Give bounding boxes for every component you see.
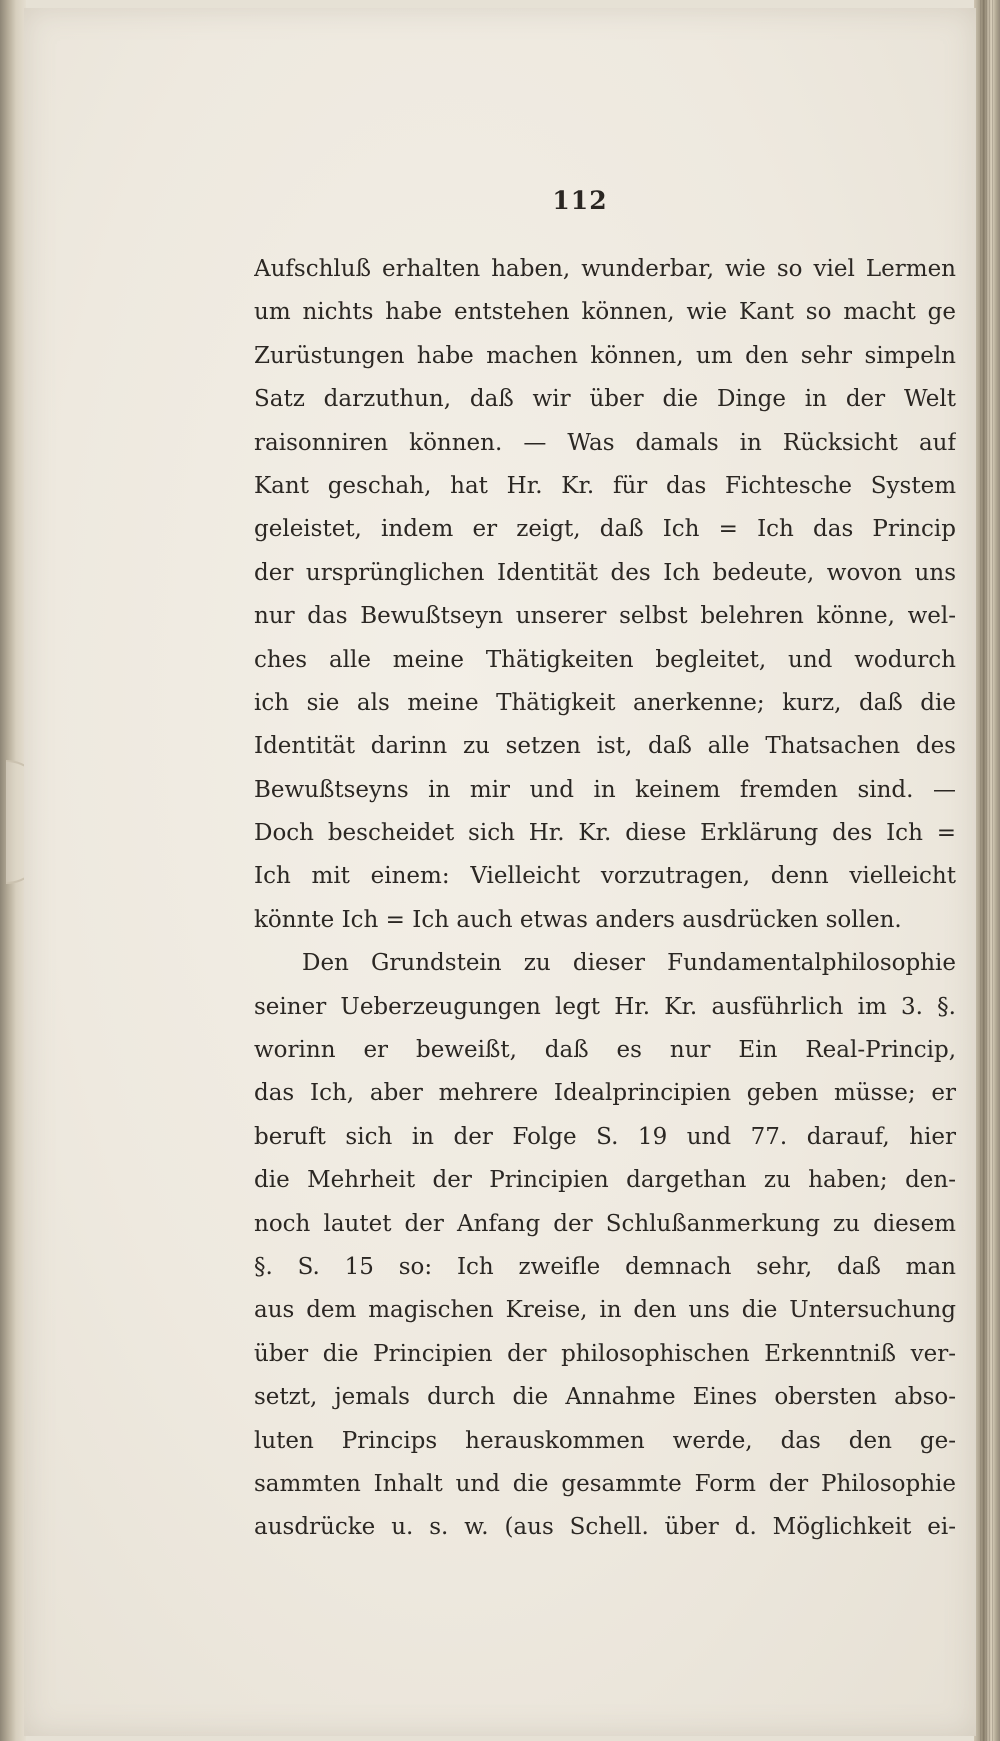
text-line: Aufschluß erhalten haben, wunderbar, wie so viel Lermen — [254, 256, 956, 282]
text-line: sammten Inhalt und die gesammte Form der Philosophie — [254, 1470, 956, 1497]
text-line: könnte Ich = Ich auch etwas anders ausdrücken sollen. — [254, 906, 902, 933]
text-line: nur das Bewußtseyn unserer selbst belehren könne, wel- — [254, 603, 956, 630]
text-line: noch lautet der Anfang der Schlußanmerkung zu diesem — [254, 1210, 956, 1237]
text-line: ches alle meine Thätigkeiten begleitet, und wodurch — [254, 646, 956, 673]
text-line: beruft sich in der Folge S. 19 und 77. darauf, hier — [254, 1123, 956, 1150]
text-line: raisonniren können. — Was damals in Rücksicht auf — [254, 429, 956, 456]
text-line: ausdrücke u. s. w. (aus Schell. über d. Möglichkeit ei- — [254, 1514, 956, 1541]
text-line: §. S. 15 so: Ich zweifle demnach sehr, daß man — [254, 1253, 956, 1280]
text-line: Identität darinn zu setzen ist, daß alle Thatsachen des — [254, 733, 956, 760]
text-line: setzt, jemals durch die Annahme Eines obersten abso- — [254, 1384, 956, 1411]
text-line: Bewußtseyns in mir und in keinem fremden sind. — — [254, 776, 956, 803]
page-edge-stack — [974, 0, 1000, 1741]
book-page — [24, 8, 976, 1736]
text-line: ich sie als meine Thätigkeit anerkenne; kurz, daß die — [254, 689, 956, 716]
text-line: um nichts habe entstehen können, wie Kant so macht ge — [254, 299, 956, 326]
text-line: Ich mit einem: Vielleicht vorzutragen, denn vielleicht — [254, 863, 956, 890]
paragraph-start-line: Den Grundstein zu dieser Fundamentalphilosophie — [302, 950, 956, 977]
text-line: luten Princips herauskommen werde, das den ge- — [254, 1427, 956, 1454]
text-line: die Mehrheit der Principien dargethan zu haben; den- — [254, 1167, 956, 1194]
text-line: geleistet, indem er zeigt, daß Ich = Ich das Princip — [254, 516, 956, 543]
body-text — [254, 248, 956, 1550]
text-line: das Ich, aber mehrere Idealprincipien geben müsse; er — [254, 1080, 956, 1107]
text-line: Doch bescheidet sich Hr. Kr. diese Erklärung des Ich = — [254, 820, 956, 847]
text-line: worinn er beweißt, daß es nur Ein Real-Princip, — [254, 1037, 956, 1064]
text-line: Kant geschah, hat Hr. Kr. für das Fichtesche System — [254, 472, 956, 499]
text-line: der ursprünglichen Identität des Ich bedeute, wovon uns — [254, 559, 956, 586]
text-line: seiner Ueberzeugungen legt Hr. Kr. ausführlich im 3. §. — [254, 993, 956, 1020]
text-line: Satz darzuthun, daß wir über die Dinge in der Welt — [254, 386, 956, 413]
text-line: über die Principien der philosophischen Erkenntniß ver- — [254, 1340, 956, 1367]
text-line: aus dem magischen Kreise, in den uns die Untersuchung — [254, 1297, 956, 1324]
page-number: 112 — [552, 186, 608, 215]
text-line: Zurüstungen habe machen können, um den sehr simpeln — [254, 342, 956, 369]
